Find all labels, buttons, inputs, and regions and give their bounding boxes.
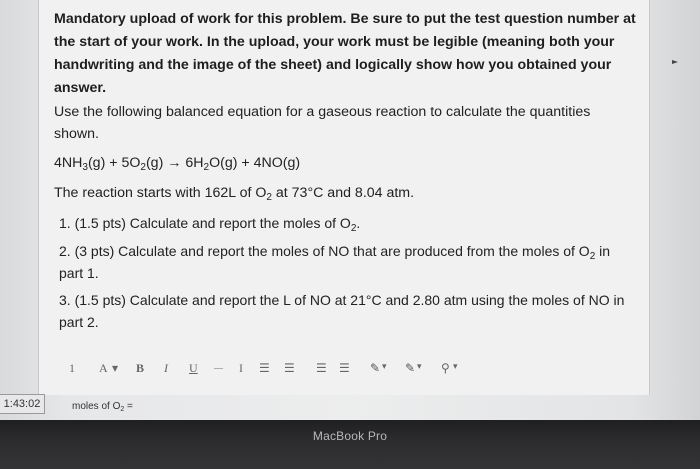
format-icon[interactable]: 1: [69, 361, 75, 375]
chevron-down-icon[interactable]: ▾: [112, 361, 119, 375]
device-brand: MacBook Pro: [312, 429, 388, 443]
strikethrough-button[interactable]: —: [214, 363, 223, 373]
underline-button[interactable]: U: [189, 361, 198, 375]
balanced-equation: $4NH_3(g) + 5O_2(g) \to 6H_2O(g) + 4NO(g)$: [54, 155, 301, 173]
laptop-bezel: [0, 420, 700, 469]
highlight-chevron-icon[interactable]: ▾: [417, 361, 422, 371]
insert-icon[interactable]: ⚲: [441, 361, 450, 375]
answer-field[interactable]: moles of $O_2$ =: [72, 401, 133, 413]
reaction-conditions: The reaction starts with 162L of $O_2$ at 73°C and 8.04 atm.: [54, 185, 415, 203]
numbered-list-icon[interactable]: ☰: [339, 361, 350, 375]
align-center-icon[interactable]: ☰: [284, 361, 295, 375]
question-1: 1. (1.5 pts) Calculate and report the moles of $O_2$.: [59, 215, 361, 234]
prompt-text: Use the following balanced equation for a gaseous reaction to calculate the quantities shown.: [54, 104, 591, 142]
mouse-cursor-icon: [672, 60, 678, 64]
insert-chevron-icon[interactable]: ▾: [453, 361, 458, 371]
align-left-icon[interactable]: ☰: [259, 361, 270, 375]
exam-timer: 1:43:02: [0, 394, 45, 414]
question-card: [38, 0, 650, 413]
text-color-chevron-icon[interactable]: ▾: [382, 361, 387, 371]
clear-format-button[interactable]: I: [239, 361, 243, 375]
font-size-button[interactable]: A: [99, 361, 108, 375]
italic-button[interactable]: I: [164, 361, 168, 375]
bullet-list-icon[interactable]: ☰: [316, 361, 327, 375]
upload-instructions: Mandatory upload of work for this problem. Be sure to put the test question number at the start of your work. In the upload, your work must be legible (meaning both your handwriting and the image of the sheet) and logically show how you obtained your answer.: [54, 11, 636, 96]
editor-toolbar: [64, 358, 474, 380]
bold-button[interactable]: B: [136, 361, 145, 375]
text-color-icon[interactable]: ✎: [370, 361, 381, 375]
question-3: 3. (1.5 pts) Calculate and report the L of NO at 21°C and 2.80 atm using the moles of NO in part 2.: [59, 292, 625, 330]
highlight-color-icon[interactable]: ✎: [405, 361, 416, 375]
question-2: 2. (3 pts) Calculate and report the moles of NO that are produced from the moles of $O_2$ in part 1.: [59, 243, 611, 281]
